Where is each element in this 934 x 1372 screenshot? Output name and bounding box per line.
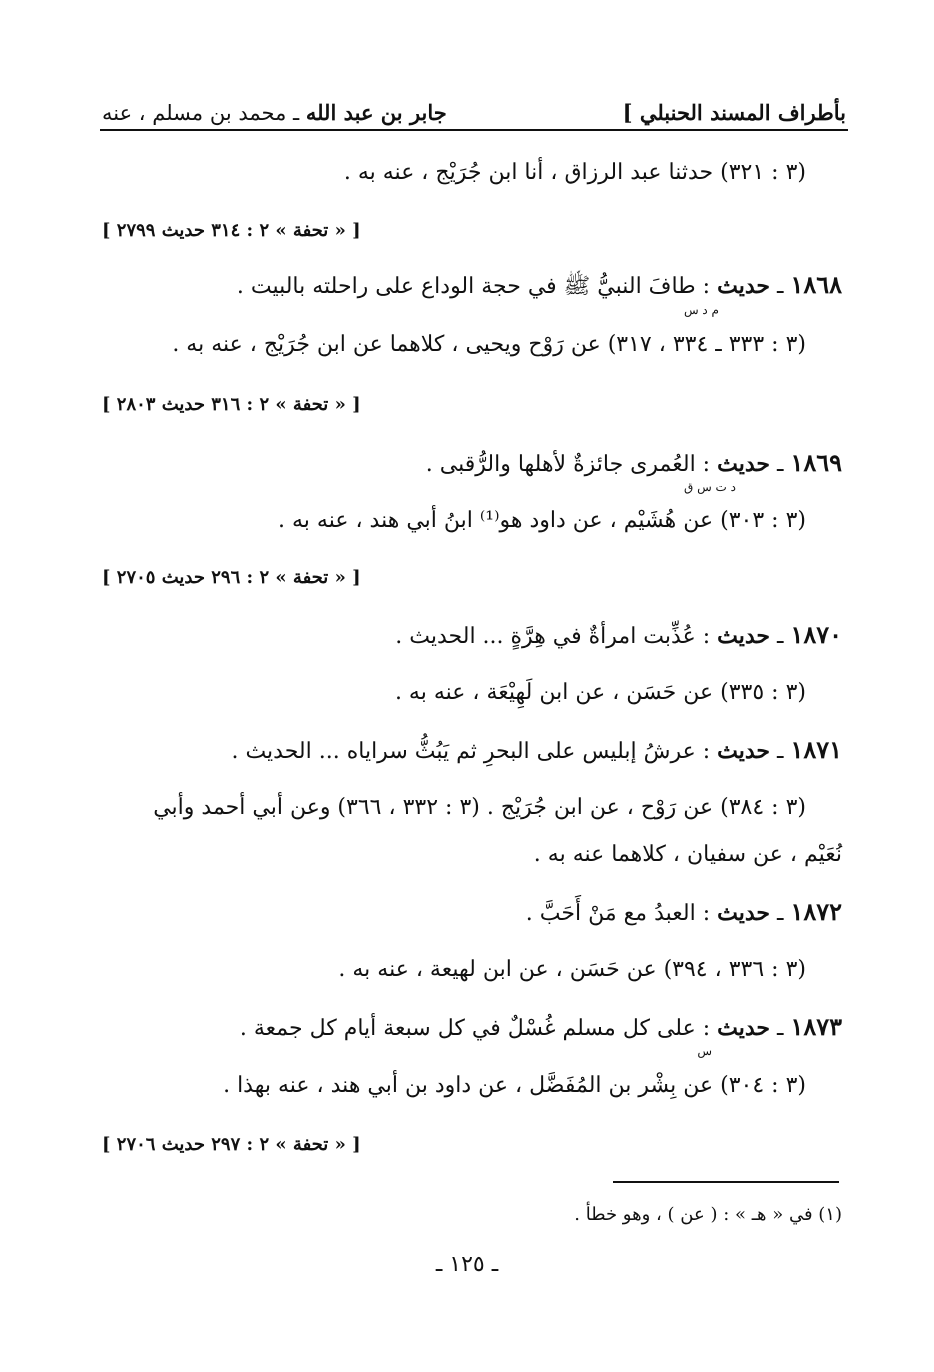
hadith-keyword: حديث xyxy=(717,451,770,477)
source-symbols: د ت س ق xyxy=(683,480,736,494)
isnad-line: (٣ : ٣٣٦ ، ٣٩٤) عن حَسَن ، عن ابن لهيعة ، عنه به . xyxy=(338,957,806,982)
footnote: (١) في « هـ » : ( عن ) ، وهو خطأ . xyxy=(574,1204,842,1225)
hadith-number: ١٨٧٠ xyxy=(790,620,842,649)
hadith-number: ١٨٦٩ xyxy=(790,448,842,477)
hadith-1872 xyxy=(526,897,842,929)
hadith-number: ١٨٧١ xyxy=(790,735,842,764)
tuhfa-reference: [ « تحفة » ٢ : ٣١٦ حديث ٢٨٠٣ ] xyxy=(102,394,361,415)
hadith-number: ١٨٧٢ xyxy=(790,897,842,926)
hadith-keyword: حديث xyxy=(717,738,770,764)
dash: ـ xyxy=(776,274,784,299)
dash: ـ xyxy=(776,1016,784,1041)
hadith-text: : على كل مسلم غُسْلٌ في كل سبعة أيام كل جمعة . xyxy=(239,1016,711,1041)
hadith-text: : العُمرى جائزةٌ لأهلها والرُّقبى . xyxy=(425,452,711,477)
hadith-text: : طافَ النبيُّ ﷺ في حجة الوداع على راحلته بالبيت . xyxy=(236,274,711,299)
hadith-1869 xyxy=(426,448,842,480)
chapter-companion: جابر بن عبد الله xyxy=(305,100,447,125)
page-number: ـ ١٢٥ ـ xyxy=(435,1252,499,1277)
hadith-1871 xyxy=(231,735,842,767)
isnad-line-continued: نُعَيْم ، عن سفيان ، كلاهما عنه به . xyxy=(533,842,842,867)
isnad-line: (٣ : ٣٠٤) عن بِشْر بن المُفَضَّل ، عن داود بن أبي هند ، عنه بهذا . xyxy=(223,1073,806,1098)
tuhfa-reference: [ « تحفة » ٢ : ٢٩٧ حديث ٢٧٠٦ ] xyxy=(102,1134,361,1155)
tuhfa-reference: [ « تحفة » ٢ : ٣١٤ حديث ٢٧٩٩ ] xyxy=(102,220,361,241)
hadith-1873 xyxy=(240,1012,842,1044)
tuhfa-reference: [ « تحفة » ٢ : ٢٩٦ حديث ٢٧٠٥ ] xyxy=(102,567,361,588)
running-header-chapter xyxy=(102,98,447,128)
hadith-keyword: حديث xyxy=(717,1015,770,1041)
hadith-number: ١٨٧٣ xyxy=(790,1012,842,1041)
dash: ـ xyxy=(776,901,784,926)
isnad-line: (٣ : ٣٨٤) عن رَوْح ، عن ابن جُرَيْج . (٣ : ٣٣٢ ، ٣٦٦) وعن أبي أحمد وأبي xyxy=(153,795,806,820)
hadith-keyword: حديث xyxy=(717,623,770,649)
chapter-subtitle: ـ محمد بن مسلم ، عنه xyxy=(102,101,300,125)
dash: ـ xyxy=(776,624,784,649)
hadith-1868 xyxy=(237,270,842,302)
hadith-keyword: حديث xyxy=(717,273,770,299)
hadith-text: : عرشُ إبليس على البحرِ ثم يَبُثُّ سراياه ... الحديث . xyxy=(231,739,711,764)
source-symbols: م د س xyxy=(683,303,719,317)
dash: ـ xyxy=(776,452,784,477)
isnad-line: (٣ : ٣٣٣ ـ ٣٣٤ ، ٣١٧) عن رَوْح ويحيى ، كلاهما عن ابن جُرَيْج ، عنه به . xyxy=(172,332,806,357)
isnad-line: (٣ : ٣٢١) حدثنا عبد الرزاق ، أنا ابن جُرَيْج ، عنه به . xyxy=(343,160,806,185)
hadith-1870 xyxy=(395,620,842,652)
hadith-text: : العبدُ مع مَنْ أَحَبَّ . xyxy=(525,901,711,926)
hadith-text: : عُذِّبت امرأةٌ في هِرَّةٍ ... الحديث . xyxy=(395,624,711,649)
hadith-number: ١٨٦٨ xyxy=(790,270,842,299)
dash: ـ xyxy=(776,739,784,764)
running-header-book-title: بأطراف المسند الحنبلي ] xyxy=(622,100,846,125)
footnote-rule xyxy=(613,1181,839,1183)
hadith-keyword: حديث xyxy=(717,900,770,926)
header-rule xyxy=(100,129,848,131)
isnad-line: (٣ : ٣٠٣) عن هُشَيْم ، عن داود هو⁽¹⁾ ابنُ أبي هند ، عنه به . xyxy=(278,508,806,533)
isnad-line: (٣ : ٣٣٥) عن حَسَن ، عن ابن لَهِيْعَة ، عنه به . xyxy=(394,680,806,705)
source-symbols: س xyxy=(697,1044,712,1058)
